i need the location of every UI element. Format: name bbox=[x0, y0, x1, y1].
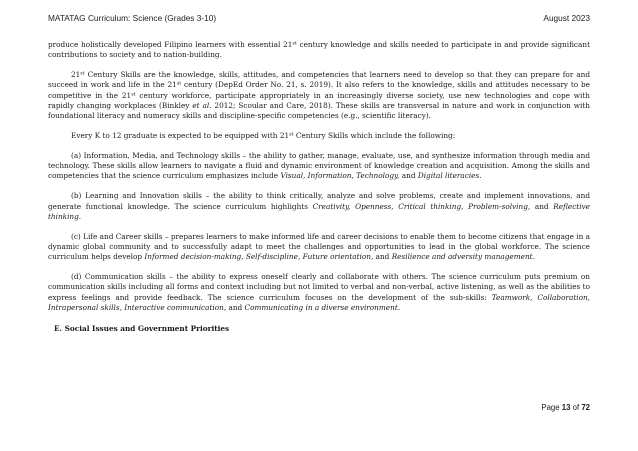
page-header bbox=[48, 13, 590, 23]
paragraph-information-media-technology: (a) Information, Media, and Technology skills – the ability to gather, manage, evaluate, use, and synthesize information through media and technology. These skills allow learners to navigate a fluid and dynamic environment of knowledge creation and acquisition. Among the skills and competencies that the science curriculum emphasizes include Visual, Information, Technology, and Digital literacies. bbox=[48, 150, 590, 181]
page-number: 13 bbox=[561, 403, 571, 412]
section-heading: E. Social Issues and Government Priorities bbox=[54, 324, 230, 334]
page-footer: Page 13 of 72 bbox=[541, 403, 590, 412]
paragraph-learning-innovation: (b) Learning and Innovation skills – the ability to think critically, analyze and solve problems, create and implement innovations, and generate functional knowledge. The science curriculum highlights Creativity, Openness, Critical thinking, Problem-solving, and Reflective thinking. bbox=[48, 191, 590, 221]
document-date: August 2023 bbox=[543, 13, 590, 23]
document-title: MATATAG Curriculum: Science (Grades 3-10) bbox=[48, 13, 217, 23]
document-body bbox=[48, 40, 590, 344]
total-pages: 72 bbox=[581, 403, 590, 412]
paragraph-continuation: produce holistically developed Filipino learners with essential 21st century knowledge and skills needed to participate in and provide significant contributions to society and to nation-building. bbox=[48, 40, 591, 60]
paragraph-graduate-expectation: Every K to 12 graduate is expected to be equipped with 21st Century Skills which include the following: bbox=[71, 131, 456, 141]
paragraph-21st-century-skills: 21st Century Skills are the knowledge, skills, attitudes, and competencies that learners need to develop so that they can prepare for and succeed in work and life in the 21st century (DepEd Order No. 21, s. 2019). It also refers to the knowledge, skills and attitudes necessary to be competitive in the 21st century workforce, participate appropriately in an increasingly diverse society, use new technologies and cope with rapidly changing workplaces (Binkley et al. 2012; Scoular and Care, 2018). These skills are transversal in nature and work in conjunction with foundational literacy and numeracy skills and discipline-specific competencies (e.g., scientific literacy). bbox=[48, 70, 590, 121]
paragraph-life-career: (c) Life and Career skills – prepares learners to make informed life and career decisions to enable them to become citizens that engage in a dynamic global community and to successfully adapt to meet the challenges and opportunities to lead in the global workforce. The science curriculum helps develop Informed decision-making, Self-discipline, Future orientation, and Resilience and adversity management. bbox=[48, 231, 590, 262]
paragraph-communication: (d) Communication skills – the ability to express oneself clearly and collaborate with others. The science curriculum puts premium on communication skills including all forms and context including but not limited to verbal and non-verbal, active listening, as well as the abilities to express feelings and provide feedback. The science curriculum focuses on the development of the sub-skills: Teamwork, Collaboration, Intrapersonal skills, Interactive communication, and Communicating in a diverse environment. bbox=[48, 272, 590, 312]
